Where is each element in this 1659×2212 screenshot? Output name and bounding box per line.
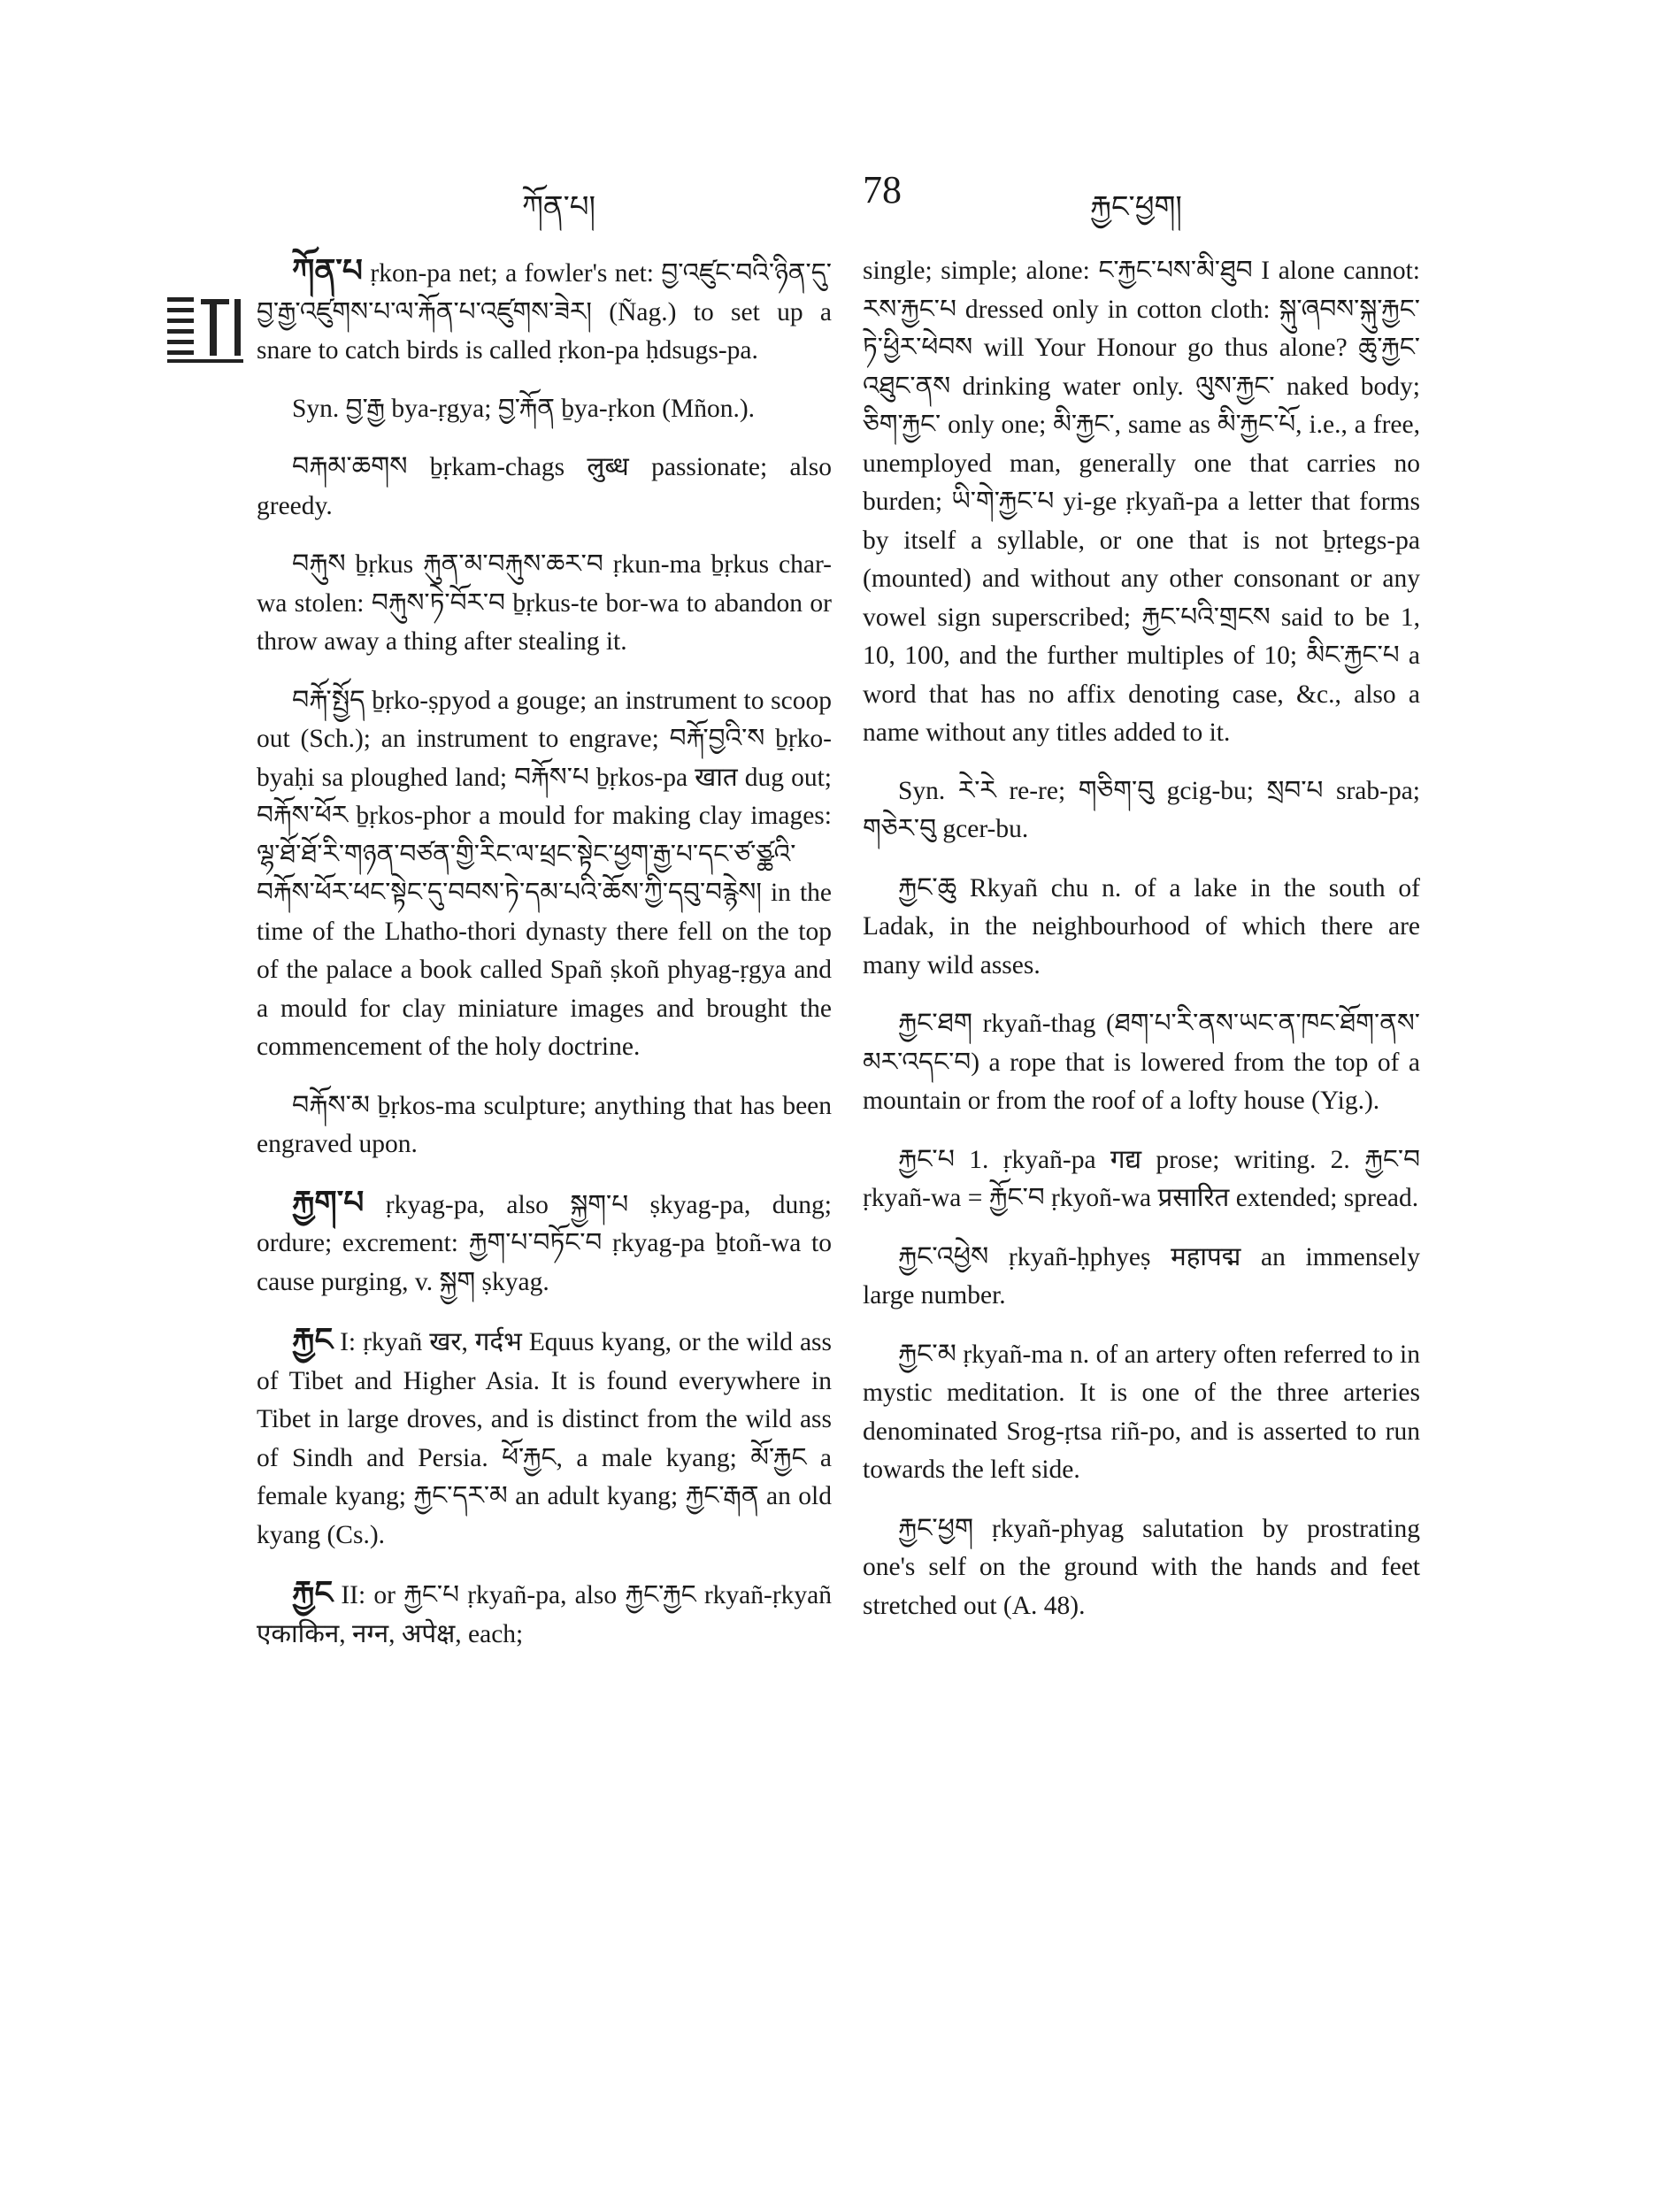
entry-rkyan-2-continued — [863, 252, 1420, 753]
headword: རྐྱང་འཕྱེས — [898, 1240, 989, 1272]
entry-text: 1. ṛkyañ-pa गद्य prose; writing. 2. རྐྱང་བ ṛkyañ-wa = རྐྱོང་བ ṛkyoñ-wa प्रसारित extended; spread. — [863, 1145, 1420, 1212]
headword: བརྐུས — [292, 549, 346, 580]
entry-text: Rkyañ chu n. of a lake in the south of Ladak, in the neighbourhood of which there are many wild asses. — [863, 873, 1421, 979]
entry-synonyms — [863, 772, 1420, 849]
headword: རྐྱང — [292, 1322, 334, 1358]
entry-text: Syn. བྱ་རྒྱ bya-ṛgya; བྱ་རྐོན ḇya-ṛkon (Mñon.). — [292, 394, 756, 423]
entry-text: ḇṛkus རྐུན་མ་བརྐུས་ཆར་བ ṛkun-ma ḇṛkus char-wa stolen: བརྐུས་ཏེ་བོར་བ ḇṛkus-te bor-wa to abandon or throw away a thing after stealing it. — [257, 550, 832, 656]
right-column — [863, 252, 1420, 1645]
headword: རྐྱག་པ — [292, 1184, 365, 1221]
headword: རྐྱང — [292, 1575, 334, 1611]
entry-text: ḇṛkam-chags लुब्ध passionate; also greedy. — [257, 453, 832, 520]
entry-rkyag-pa — [257, 1184, 832, 1302]
entry-text: I: ṛkyañ खर, गर्दभ Equus kyang, or the wild ass of Tibet and Higher Asia. It is found everywhere in Tibet in large droves, and is distinct from the wild ass of Sindh and Persia. ཕོ་རྐྱང, a male kyang; མོ་རྐྱང a female kyang; རྐྱང་དར་མ an adult kyang; རྐྱང་རྒན an old kyang (Cs.). — [257, 1328, 833, 1549]
entry-text: Syn. རེ་རེ re-re; གཅིག་བུ gcig-bu; སྲབ་པ srab-pa; གཅེར་བུ gcer-bu. — [863, 776, 1420, 843]
entry-text: II: or རྐྱང་པ ṛkyañ-pa, also རྐྱང་རྐྱང rkyañ-ṛkyañ एकाकिन, नग्न, अपेक्ष, each; — [257, 1581, 833, 1648]
headword: རྐྱང་ཐག — [898, 1008, 972, 1039]
page-number: 78 — [863, 168, 902, 211]
headword: བརྐོས་མ — [292, 1089, 370, 1121]
running-header — [0, 168, 1659, 226]
entry-rkyan-thag — [863, 1004, 1420, 1121]
entry-text: ḇṛkos-ma sculpture; anything that has been engraved upon. — [257, 1091, 833, 1158]
entry-text: ṛkyañ-phyag salutation by prostrating one's self on the ground with the hands and feet stretched out (A. 48). — [863, 1514, 1420, 1620]
left-column — [257, 252, 832, 1673]
headword: རྐྱང་མ — [898, 1338, 956, 1370]
entry-rkyan-pa — [863, 1141, 1420, 1218]
entry-text: ṛkyañ-ma n. of an artery often referred to in mystic meditation. It is one of the three arteries denominated Srog-ṛtsa riñ-po, and is asserted to run towards the left side. — [863, 1340, 1421, 1484]
entry-text: ḇṛko-ṣpyod a gouge; an instrument to scoop out (Sch.); an instrument to engrave; བརྐོ་བྱའི་ས ḇṛko-byaḥi sa ploughed land; བརྐོས་པ ḇṛkos-pa खात dug out; བརྐོས་ཕོར ḇṛkos-phor a mould for making clay images: ལྷ་ཐོ་ཐོ་རི་གཉན་བཙན་གྱི་རིང་ལ་ཕྲང་སྟེང་ཕྱག་རྒྱ་པ་དང་ཙ་ཙྪའི་བརྐོས་ཕོར་ཕང་སྟེང་དུ་བབས་ཏེ་དམ་པའི་ཆོས་ཀྱི་དབུ་བརྙེས། in the time of the Lhatho-thori dynasty there fell on the top of the palace a book called Spañ ṣkoñ phyag-ṛgya and a mould for clay miniature images and brought the commencement of the holy doctrine. — [257, 686, 833, 1061]
section-marker-icon — [165, 292, 247, 366]
entry-rkyan-1 — [257, 1321, 832, 1555]
entry-synonyms — [257, 390, 832, 429]
headword: རྐྱང་པ — [898, 1143, 955, 1175]
entry-text: ṛkon-pa net; a fowler's net: བྱ་འཛུང་བའི་ཉིན་དུ་བྱ་རྒྱ་འཛུགས་པ་ལ་རྐོན་པ་འཛུགས་ཟེར། (Ñag.) to set up a snare to catch birds is called ṛkon-pa ḥdsugs-pa. — [257, 259, 833, 365]
entry-text: rkyañ-thag (ཐག་པ་རི་ནས་ཡང་ན་ཁང་ཐོག་ནས་མར་འདང་བ) a rope that is lowered from the top of a mountain or from the roof of a lofty house (Yig.). — [863, 1010, 1420, 1115]
headword: རྐྱང་ཆུ — [898, 872, 957, 903]
entry-rkon-pa — [257, 252, 832, 371]
entry-brkam-chags — [257, 448, 832, 526]
entry-rkyan-chu — [863, 869, 1420, 986]
entry-rkyan-hphyes — [863, 1238, 1420, 1316]
entry-brkus — [257, 545, 832, 662]
entry-rkyan-2 — [257, 1574, 832, 1654]
headword: བརྐོ་སྤྱོད — [292, 684, 365, 716]
entry-rkyan-phyag — [863, 1509, 1420, 1626]
headword: ཀོན་པ — [292, 253, 363, 289]
headword: རྐྱང་ཕྱག — [898, 1512, 974, 1544]
entry-rkyan-ma — [863, 1335, 1420, 1490]
entry-text: ṛkyag-pa, also སྐྱག་པ ṣkyag-pa, dung; ordure; excrement: རྐྱག་པ་བཏོང་བ ṛkyag-pa ḇtoñ-wa to cause purging, v. སྐྱག ṣkyag. — [257, 1190, 833, 1296]
entry-brko-spyod — [257, 681, 832, 1067]
entry-brkos-ma — [257, 1087, 832, 1164]
header-left-word: ཀོན་པ། — [522, 189, 596, 225]
header-right-word: རྐྱང་ཕྱག། — [1090, 189, 1182, 225]
headword: བརྐམ་ཆགས — [292, 451, 408, 482]
entry-text: single; simple; alone: ང་རྐྱང་པས་མི་ཐུབ I alone cannot: རས་རྐྱང་པ dressed only in cotton cloth: སྐུ་ཞབས་སྐུ་རྐྱང་ཏེ་ཕྱིར་ཕེབས will Your Honour go thus alone? ཆུ་རྐྱང་འཐུང་ནས drinking water only. ལུས་རྐྱང་ naked body; ཅིག་རྐྱང་ only one; མི་རྐྱང་, same as མི་རྐྱང་པོ, i.e., a free, unemployed man, generally one that carries no burden; ཡི་གེ་རྐྱང་པ yi-ge ṛkyañ-pa a letter that forms by itself a syllable, or one that is not ḇṛtegs-pa (mounted) and without any other consonant or any vowel sign superscribed; རྐྱང་པའི་གྲངས said to be 1, 10, 100, and the further multiples of 10; མིང་རྐྱང་པ a word that has no affix denoting case, &c., also a name without any titles added to it. — [863, 257, 1420, 747]
entry-text: ṛkyañ-ḥphyeṣ महापद्म an immensely large number. — [863, 1242, 1421, 1310]
